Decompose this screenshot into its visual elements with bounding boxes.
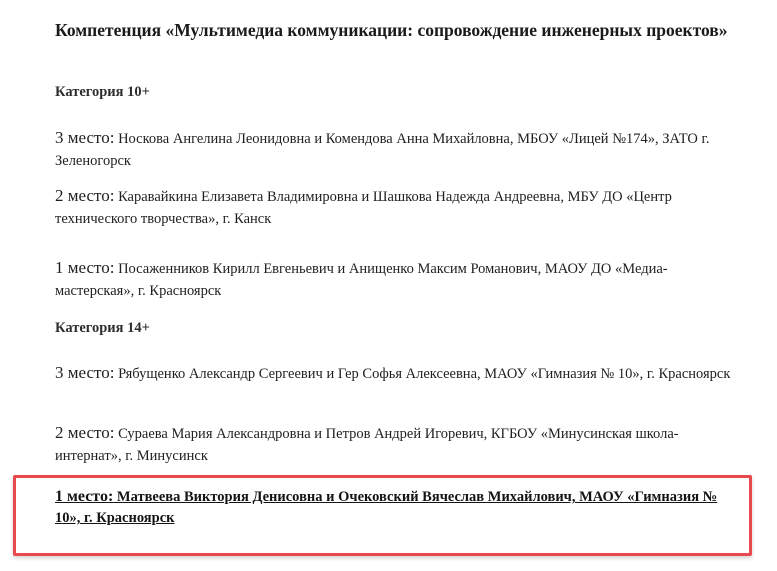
place-label: 2 место: bbox=[55, 423, 115, 442]
competition-title: Компетенция «Мультимедиа коммуникации: сопровождение инженерных проектов» bbox=[55, 20, 728, 40]
entry-14plus-first-place-winner bbox=[55, 486, 735, 529]
entry-text: Носкова Ангелина Леонидовна и Комендова Анна Михайловна, МБОУ «Лицей №174», ЗАТО г. Зеленогорск bbox=[55, 131, 710, 169]
entry-10plus-second-place bbox=[55, 185, 745, 230]
category-heading-10plus: Категория 10+ bbox=[55, 84, 150, 100]
entry-text: Сураева Мария Александровна и Петров Андрей Игоревич, КГБОУ «Минусинская школа-интернат», г. Минусинск bbox=[55, 426, 679, 464]
place-label: 3 место: bbox=[55, 363, 115, 382]
place-label: 2 место: bbox=[55, 186, 115, 205]
entry-text: Посаженников Кирилл Евгеньевич и Анищенко Максим Романович, МАОУ ДО «Медиа-мастерская», г. Красноярск bbox=[55, 261, 668, 299]
winner-entry-text: Матвеева Виктория Денисовна и Очековский Вячеслав Михайлович, МАОУ «Гимназия № 10», г. Красноярск bbox=[55, 489, 718, 526]
winner-place-label: 1 место: bbox=[55, 488, 114, 505]
category-heading-14plus: Категория 14+ bbox=[55, 320, 150, 336]
entry-14plus-third-place bbox=[55, 362, 745, 385]
place-label: 3 место: bbox=[55, 128, 115, 147]
entry-14plus-second-place bbox=[55, 422, 745, 467]
entry-10plus-third-place bbox=[55, 127, 745, 172]
place-label: 1 место: bbox=[55, 258, 115, 277]
entry-10plus-first-place bbox=[55, 257, 745, 302]
entry-text: Каравайкина Елизавета Владимировна и Шашкова Надежда Андреевна, МБУ ДО «Центр технического творчества», г. Канск bbox=[55, 189, 672, 227]
entry-text: Рябущенко Александр Сергеевич и Гер Софья Алексеевна, МАОУ «Гимназия № 10», г. Красноярск bbox=[114, 366, 731, 382]
